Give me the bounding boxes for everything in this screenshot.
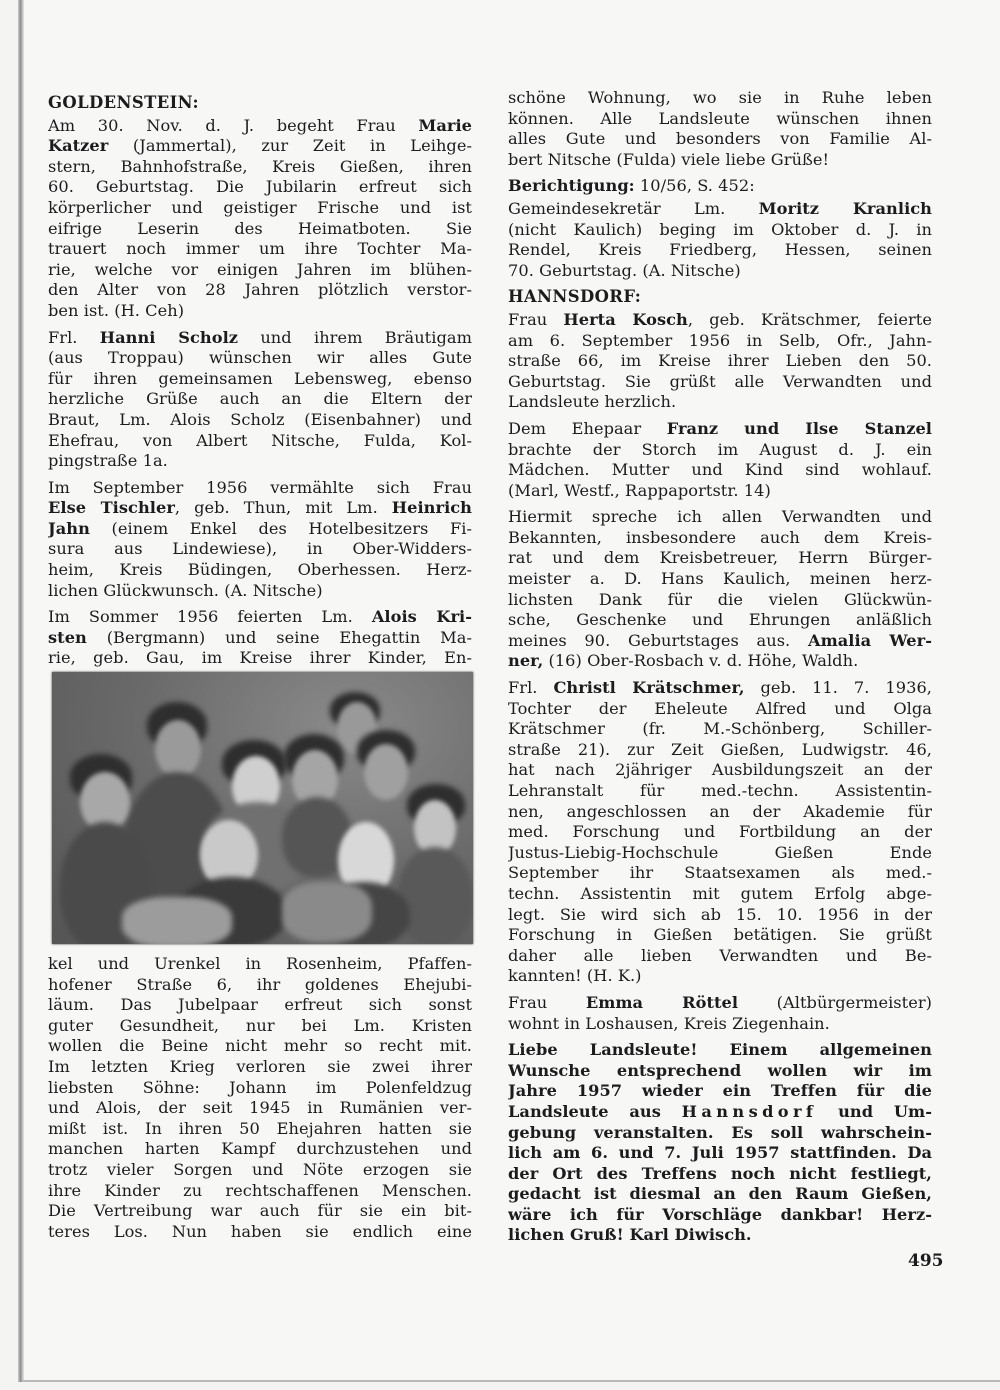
paragraph-emma-roettel [508,993,932,1034]
text-line: läum. Das Jubelpaar erfreut sich sonst [48,995,472,1015]
text-line: schöne Wohnung, wo sie in Ruhe leben [508,88,932,107]
paragraph-stanzel [508,419,932,501]
text-line: Justus-Liebig-Hochschule Gießen Ende [508,842,932,862]
text-line: pingstraße 1a. [48,451,168,471]
text-line: der Ort des Treffens noch nicht festliegt, [508,1163,932,1183]
text-line: nen, angeschlossen an der Akademie für [508,801,932,821]
text-line: straße 66, im Kreise ihrer Lieben den 50. [508,351,932,371]
text-line: legt. Sie wird sich ab 15. 10. 1956 in der [508,904,932,924]
text-line: können. Alle Landsleute wünschen ihnen [508,108,932,128]
text-line: Bekannten, insbesondere auch dem Kreis- [508,527,932,547]
text-line: am 6. September 1956 in Selb, Ofr., Jahn- [508,330,932,350]
text-line: Lehranstalt für med.-techn. Assistentin- [508,781,932,800]
text-line: ben ist. (H. Ceh) [48,300,185,320]
text-line: herzliche Grüße auch an die Eltern der [48,389,472,409]
text-line: guter Gesundheit, nur bei Lm. Kristen [48,1015,472,1035]
section-heading-goldenstein: GOLDENSTEIN: [48,93,199,112]
text-line: Mädchen. Mutter und Kind sind wohlauf. [508,460,932,480]
text-line: Else Tischler, geb. Thun, mit Lm. Heinrich [48,498,472,518]
text-line: Geburtstag. Sie grüßt alle Verwandten und [508,371,932,391]
text-line: Wunsche entsprechend wollen wir im [508,1060,932,1080]
text-line: wollen die Beine nicht mehr so recht mit. [48,1036,472,1056]
text-line: Jahn (einem Enkel des Hotelbesitzers Fi- [48,518,472,538]
text-line: Ehefrau, von Albert Nitsche, Fulda, Kol- [48,430,472,450]
text-line: Forschung in Gießen betätigen. Sie grüßt [508,925,932,945]
text-line: Frl. Christl Krätschmer, geb. 11. 7. 1936, [508,678,932,698]
text-line: meister a. D. Hans Kaulich, meinen herz- [508,569,932,589]
text-line: und Alois, der seit 1945 in Rumänien ver- [48,1098,472,1118]
text-line: ner, (16) Ober-Rosbach v. d. Höhe, Waldh. [508,651,859,671]
text-line: heim, Kreis Büdingen, Oberhessen. Herz- [48,560,472,580]
text-line: Frau Herta Kosch, geb. Krätschmer, feierte [508,309,932,329]
text-line: Krätschmer (fr. M.-Schönberg, Schiller- [508,719,932,739]
text-line: 70. Geburtstag. (A. Nitsche) [508,260,741,280]
paragraph-marie-katzer [48,116,472,322]
paragraph-herta-kosch [508,310,932,413]
text-line: Jahre 1957 wieder ein Treffen für die [508,1081,932,1101]
text-line: techn. Assistentin mit gutem Erfolg abge- [508,883,932,903]
text-line: rat und dem Kreisbetreuer, Herrn Bürger- [508,548,932,568]
text-line: für ihren gemeinsamen Lebensweg, ebenso [48,368,472,388]
text-line: Liebe Landsleute! Einem allgemeinen [508,1040,932,1060]
text-line: 60. Geburtstag. Die Jubilarin erfreut sich [48,177,472,197]
paragraph-hanni-scholz [48,328,472,472]
text-line: lichen Gruß! Karl Diwisch. [508,1225,752,1245]
text-line: Dem Ehepaar Franz und Ilse Stanzel [508,418,932,438]
page-bottom-edge [22,1380,1000,1382]
text-line: med. Forschung und Fortbildung an der [508,822,932,842]
paragraph-moritz-kranlich [508,199,932,281]
paragraph-continued-kristen [508,88,932,170]
text-line: September ihr Staatsexamen als med.- [508,863,932,883]
paragraph-alois-kristen-part2 [48,954,472,1242]
text-line: trotz vieler Sorgen und Nöte erzogen sie [48,1159,472,1179]
text-line: Braut, Lm. Alois Scholz (Eisenbahner) und [48,409,472,429]
family-photo [52,672,473,944]
text-line: eifrige Leserin des Heimatboten. Sie [48,218,472,238]
text-line: Im September 1956 vermählte sich Frau [48,477,472,497]
text-line: Landsleute herzlich. [508,392,677,412]
text-line: Frl. Hanni Scholz und ihrem Bräutigam [48,327,472,347]
text-line: rie, geb. Gau, im Kreise ihrer Kinder, En- [48,648,472,668]
paragraph-christl-kraetschmer [508,678,932,987]
text-line: Am 30. Nov. d. J. begeht Frau Marie [48,115,472,135]
text-line: gedacht ist diesmal an den Raum Gießen, [508,1184,932,1204]
text-line: (Marl, Westf., Rappaportstr. 14) [508,480,771,500]
text-line: rie, welche vor einigen Jahren im blühen- [48,259,472,279]
text-line: Im Sommer 1956 feierten Lm. Alois Kri- [48,607,472,627]
text-line: lichen Glückwunsch. (A. Nitsche) [48,580,323,600]
text-line: lichsten Dank für die vielen Glückwün- [508,589,932,609]
text-line: manchen harten Kampf durchzustehen und [48,1139,472,1159]
paragraph-amalia-werner [508,507,932,672]
text-line: stern, Bahnhofstraße, Kreis Gießen, ihren [48,156,472,176]
text-line: kel und Urenkel in Rosenheim, Pfaffen- [48,954,472,974]
right-column [508,88,932,1252]
text-line: mißt ist. In ihren 50 Ehejahren hatten sie [48,1118,472,1138]
text-line: kannten! (H. K.) [508,966,642,986]
correction-heading [508,176,932,197]
paragraph-treffen-announcement [508,1040,932,1246]
text-line: sten (Bergmann) und seine Ehegattin Ma- [48,627,472,647]
text-line: lich am 6. und 7. Juli 1957 stattfinden. Da [508,1143,932,1163]
text-line: (nicht Kaulich) beging im Oktober d. J. in [508,219,932,239]
paragraph-else-tischler [48,478,472,602]
text-line: wäre ich für Vorschläge dankbar! Herz- [508,1204,932,1224]
text-line: (aus Troppau) wünschen wir alles Gute [48,348,472,368]
text-line: Rendel, Kreis Friedberg, Hessen, seinen [508,240,932,260]
text-line: meines 90. Geburtstages aus. Amalia Wer- [508,630,932,650]
text-line: Katzer (Jammertal), zur Zeit in Leihge- [48,136,472,156]
text-line: Hiermit spreche ich allen Verwandten und [508,507,932,527]
text-line: Berichtigung: 10/56, S. 452: [508,176,755,196]
text-line: brachte der Storch im August d. J. ein [508,439,932,459]
text-line: Die Vertreibung war auch für sie ein bit- [48,1201,472,1221]
text-line: sura aus Lindewiese), in Ober-Widders- [48,539,472,559]
left-column [48,93,472,1248]
text-line: teres Los. Nun haben sie endlich eine [48,1221,472,1241]
text-line: Tochter der Eheleute Alfred und Olga [508,698,932,718]
text-line: hofener Straße 6, ihr goldenes Ehejubi- [48,974,472,994]
text-line: daher alle lieben Verwandten und Be- [508,945,932,965]
section-heading-hannsdorf: HANNSDORF: [508,287,642,307]
page-number: 495 [908,1251,944,1271]
text-line: ihre Kinder zu rechtschaffenen Menschen. [48,1180,472,1200]
text-line: Gemeindesekretär Lm. Moritz Kranlich [508,198,932,218]
text-line: gebung veranstalten. Es soll wahrschein- [508,1122,932,1142]
text-line: Landsleute aus Hannsdorf und Um- [508,1101,932,1121]
text-line: körperlicher und geistiger Frische und ist [48,197,472,217]
text-line: liebsten Söhne: Johann im Polenfeldzug [48,1077,472,1097]
text-line: bert Nitsche (Fulda) viele liebe Grüße! [508,149,830,169]
text-line: Im letzten Krieg verloren sie zwei ihrer [48,1057,472,1076]
text-line: trauert noch immer um ihre Tochter Ma- [48,239,472,259]
text-line: alles Gute und besonders von Familie Al- [508,129,932,149]
text-line: Frau Emma Röttel (Altbürgermeister) [508,992,932,1012]
text-line: den Alter von 28 Jahren plötzlich verstor- [48,280,472,300]
text-line: sche, Geschenke und Ehrungen anläßlich [508,610,932,630]
text-line: straße 21). zur Zeit Gießen, Ludwigstr. 46, [508,739,932,759]
text-line: wohnt in Loshausen, Kreis Ziegenhain. [508,1013,830,1033]
paragraph-alois-kristen-part1 [48,607,472,669]
text-line: hat nach 2jähriger Ausbildungszeit an der [508,760,932,780]
